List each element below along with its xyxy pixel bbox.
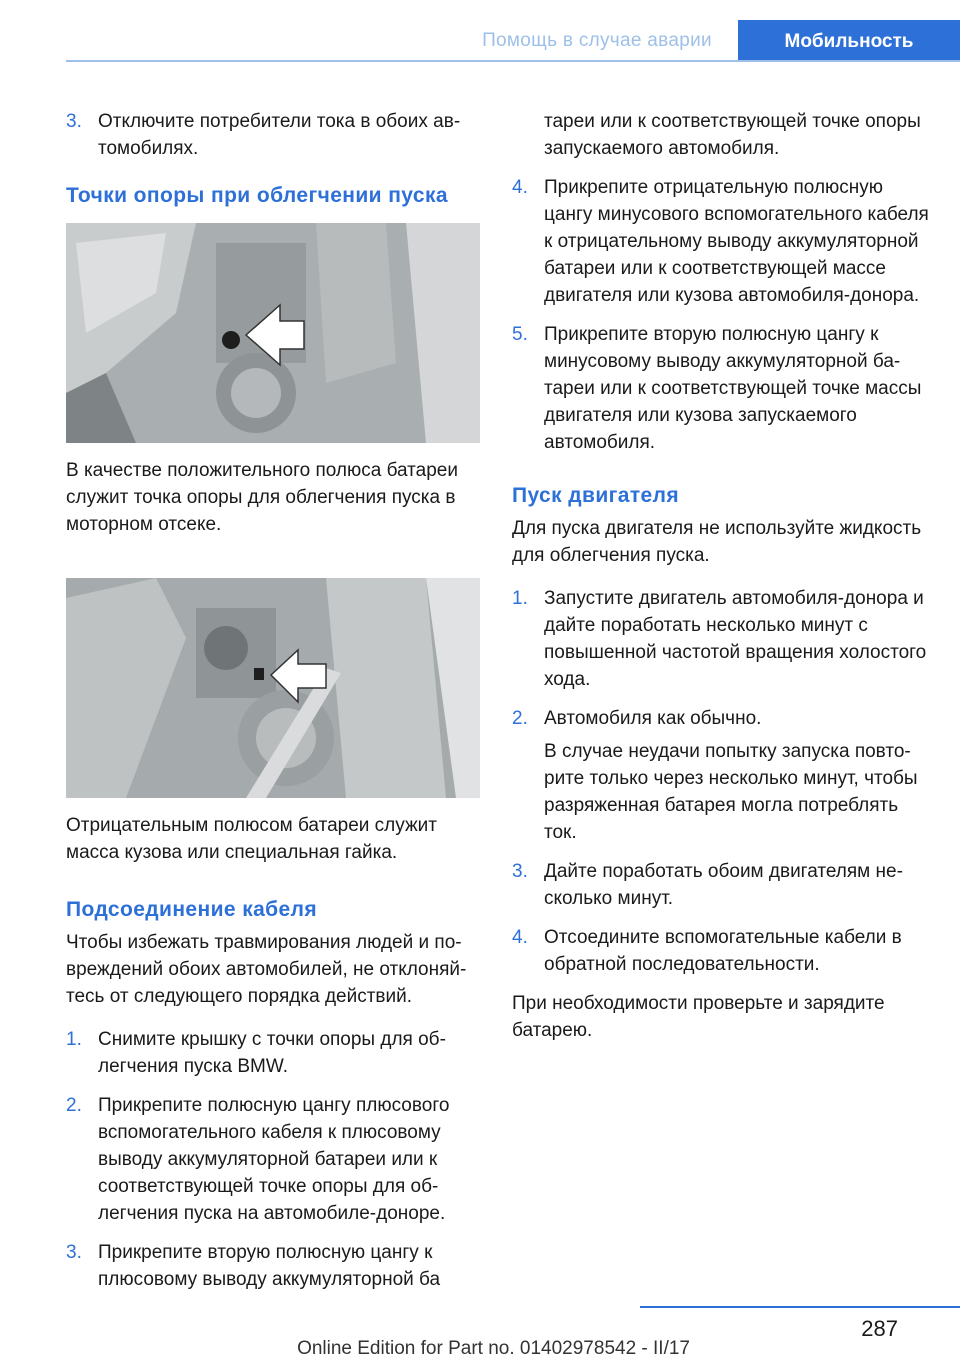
list-item [66, 1239, 480, 1293]
list-item [512, 321, 932, 456]
engine-bay-photo-negative [66, 578, 480, 798]
footer-rule [640, 1306, 960, 1308]
step-number: 2. [512, 708, 528, 729]
step-text: Прикрепите полюсную цангу плюсового вспомогательного кабеля к плюсовому выводу аккумуляторной батареи или к соответствующей точке опоры для облегчения пуска на автомобиле-доноре. [98, 1095, 450, 1224]
step-text: Автомобиля как обычно. [544, 708, 762, 729]
right-column [512, 108, 932, 1056]
engine-bay-photo-positive [66, 223, 480, 443]
step-text: Дайте поработать обоим двигателям несколько минут. [544, 861, 903, 909]
header-tab-mobility[interactable]: Мобильность [738, 20, 960, 62]
list-item [512, 924, 932, 978]
step-continuation: тареи или к соответствующей точке опоры запускаемого автомобиля. [544, 111, 921, 159]
step-number: 1. [66, 1029, 82, 1050]
step-number: 4. [512, 177, 528, 198]
edition-note: Online Edition for Part no. 01402978542 - II/17 [297, 1338, 690, 1359]
step-number: 3. [66, 111, 82, 132]
step-text: Отключите потребители тока в обоих автомобилях. [98, 111, 461, 159]
step-number: 1. [512, 588, 528, 609]
engine-start-intro: Для пуска двигателя не используйте жидкость для облегчения пуска. [512, 518, 922, 566]
left-column [66, 108, 480, 1305]
page-number: 287 [861, 1316, 898, 1341]
list-item [512, 858, 932, 912]
step-text: Снимите крышку с точки опоры для облегчения пуска BMW. [98, 1029, 446, 1077]
cable-intro: Чтобы избежать травмирования людей и повреждений обоих автомобилей, не отклоняйтесь от следующего порядка действий. [66, 932, 467, 1007]
list-item [512, 585, 932, 693]
header-section-title: Помощь в случае аварии [482, 30, 712, 51]
closing-note: При необходимости проверьте и зарядите батарею. [512, 993, 885, 1041]
section-heading-cable-connection: Подсоединение кабеля [66, 898, 318, 921]
step-text: Отсоедините вспомогательные кабели в обратной последовательности. [544, 927, 902, 975]
step-note: В случае неудачи попытку запуска повторите только через несколько минут, чтобы разряженная батарея могла потреблять ток. [544, 741, 918, 843]
list-item [512, 174, 932, 309]
list-item [66, 1092, 480, 1227]
section-heading-jump-points: Точки опоры при облегчении пуска [66, 184, 448, 207]
step-text: Прикрепите вторую полюсную цангу к минусовому выводу аккумуляторной батареи или к соответствующей точке массы двигателя или кузова запускаемого автомобиля. [544, 324, 922, 453]
list-item [66, 1026, 480, 1080]
caption-positive: В качестве положительного полюса батареи служит точка опоры для облегчения пуска в моторном отсеке. [66, 460, 458, 535]
header-rule [66, 60, 960, 62]
step-number: 3. [512, 861, 528, 882]
section-heading-engine-start: Пуск двигателя [512, 484, 680, 507]
step-number: 5. [512, 324, 528, 345]
step-number: 4. [512, 927, 528, 948]
list-item [512, 705, 932, 732]
step-text: Прикрепите вторую полюсную цангу к плюсовому выводу аккумуляторной ба [98, 1242, 441, 1290]
list-item [66, 108, 480, 162]
step-number: 2. [66, 1095, 82, 1116]
step-text: Прикрепите отрицательную полюсную цангу минусового вспомогательного кабеля к отрицательному выводу аккумуляторной батареи или к соответствующей массе двигателя или кузова автомобиля-донора. [544, 177, 929, 306]
step-number: 3. [66, 1242, 82, 1263]
caption-negative: Отрицательным полюсом батареи служит масса кузова или специальная гайка. [66, 815, 437, 863]
step-text: Запустите двигатель автомобиля-донора и дайте поработать несколько минут с повышенной частотой вращения холостого хода. [544, 588, 927, 690]
